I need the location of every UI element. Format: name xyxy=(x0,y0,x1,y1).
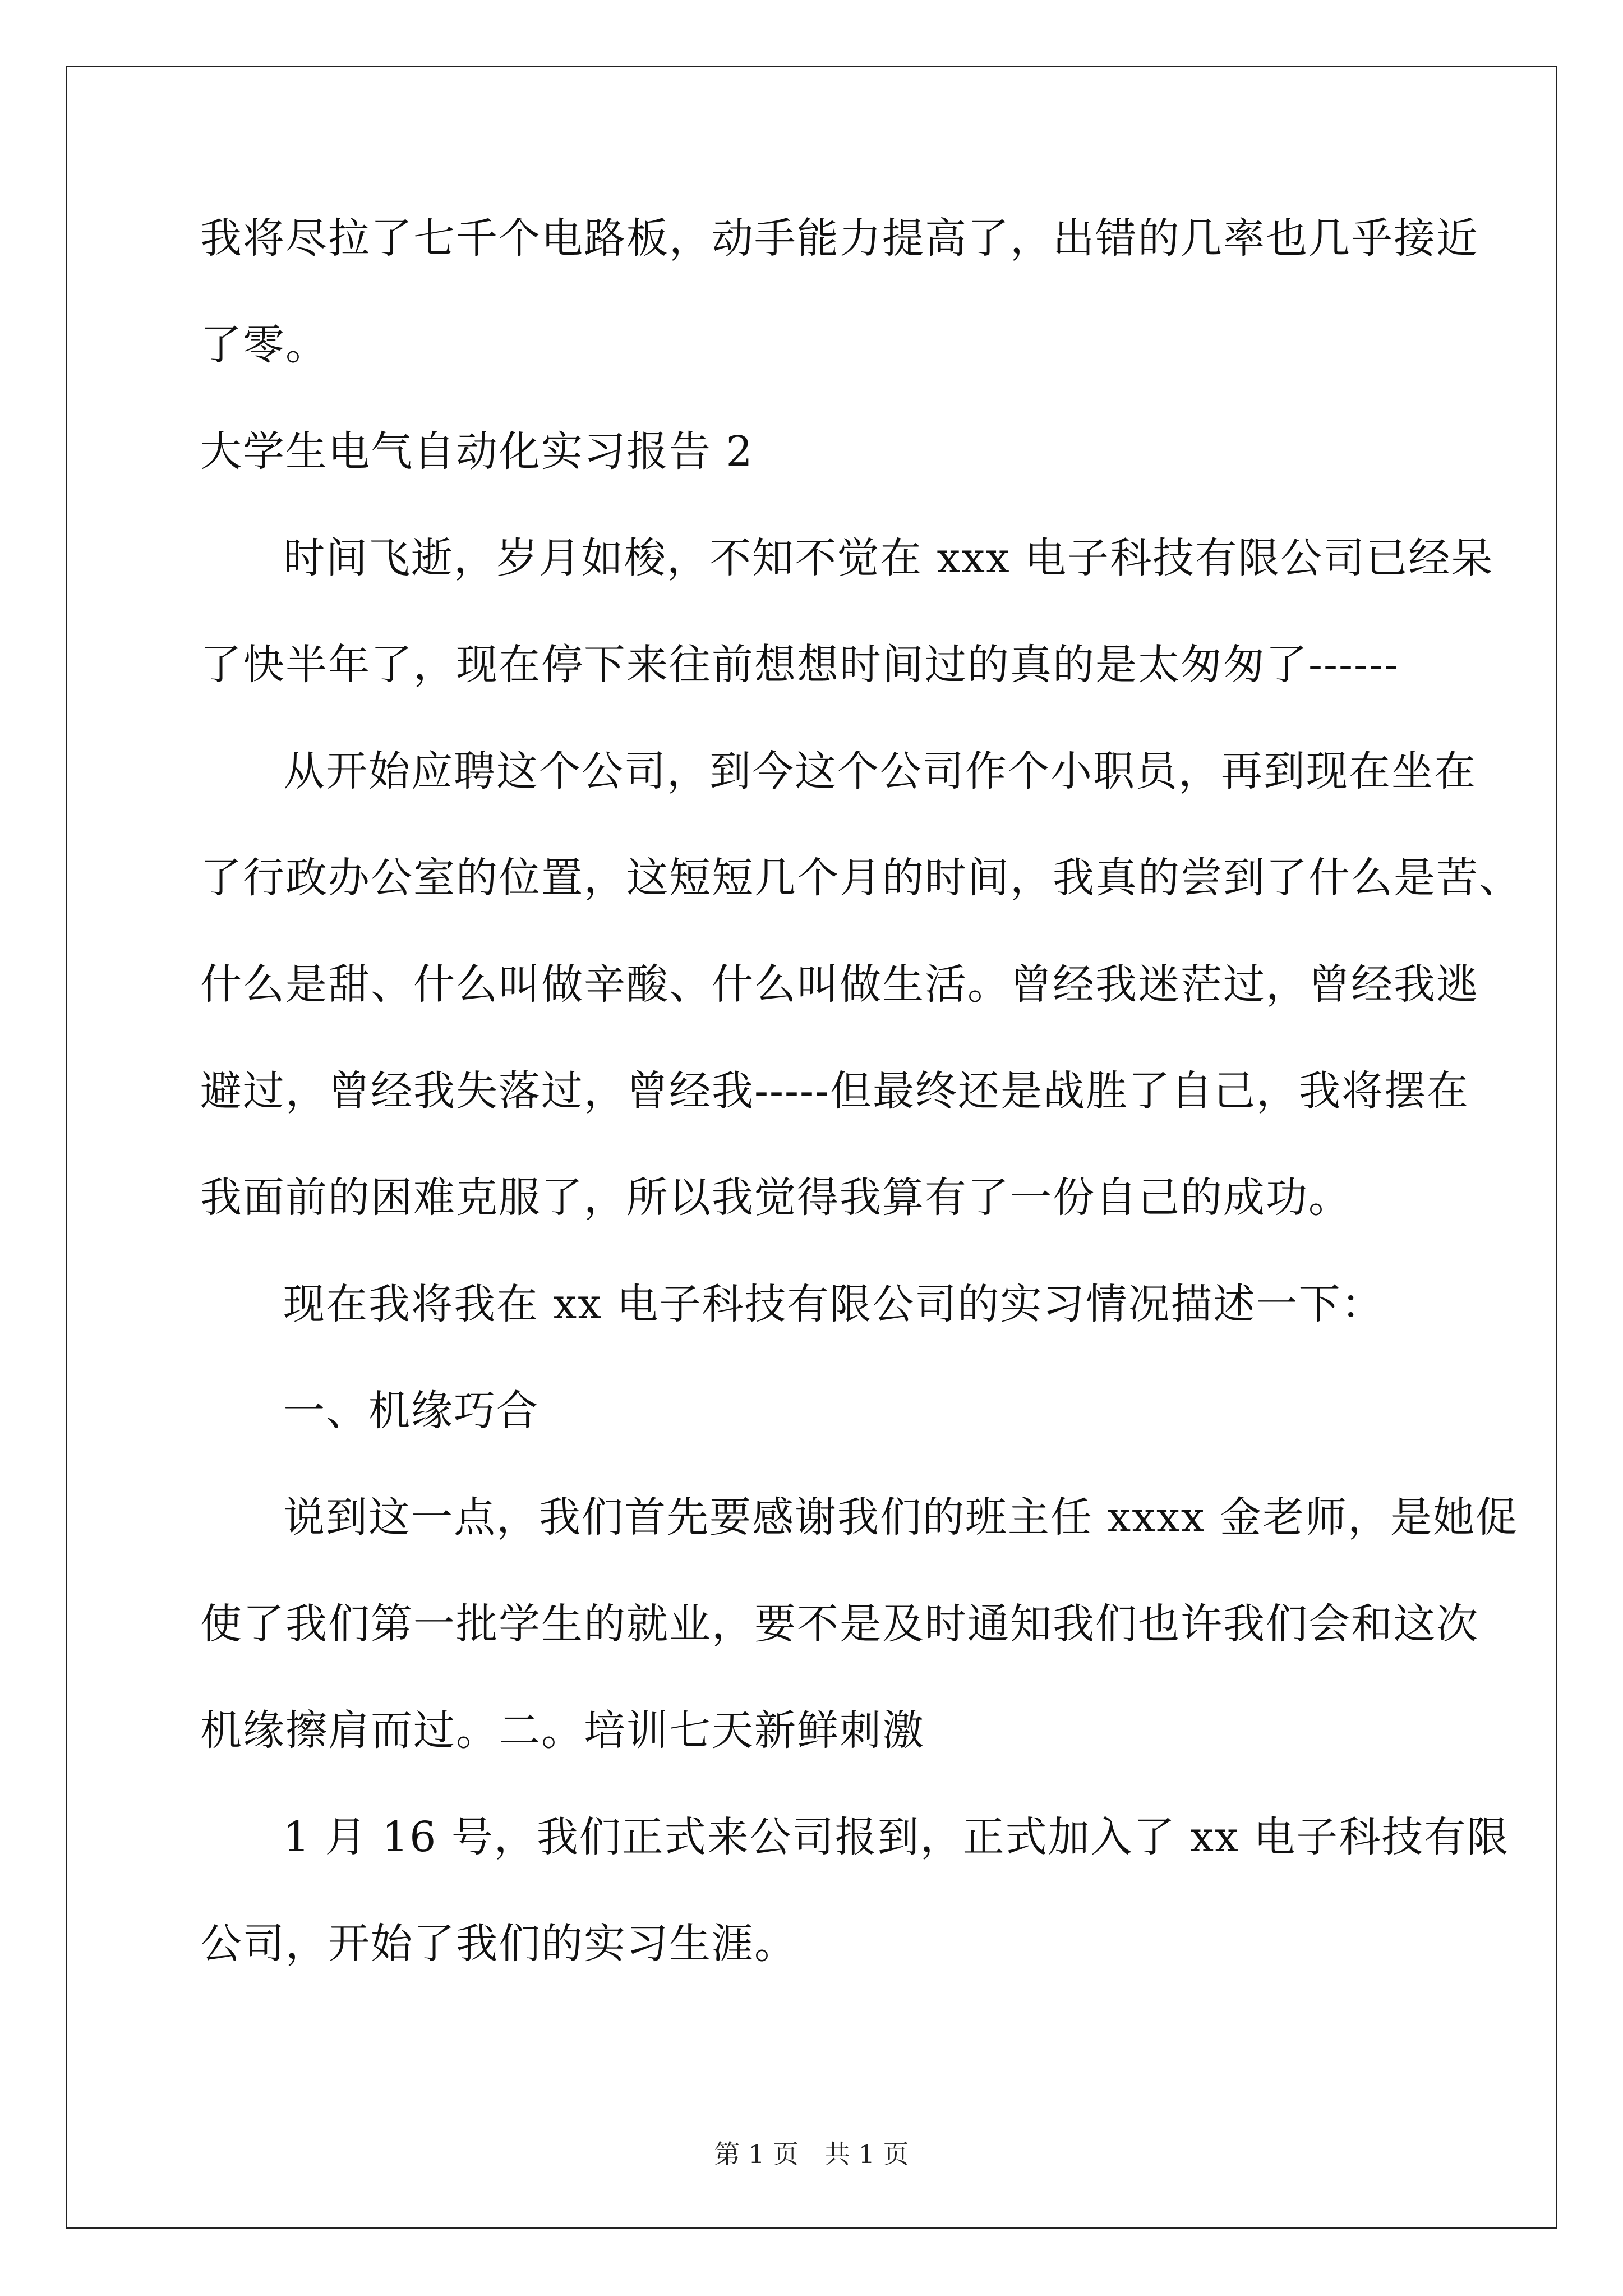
paragraph-line: 机缘擦肩而过。二。培训七天新鲜刺激 xyxy=(200,1706,925,1755)
paragraph-line: 从开始应聘这个公司，到今这个公司作个小职员，再到现在坐在 xyxy=(283,747,1477,795)
paragraph-line: 使了我们第一批学生的就业，要不是及时通知我们也许我们会和这次 xyxy=(200,1600,1479,1648)
paragraph-line: 我将尽拉了七千个电路板，动手能力提高了，出错的几率也几乎接近 xyxy=(200,214,1479,263)
paragraph-line: 了零。 xyxy=(200,321,328,369)
page-border xyxy=(66,66,1557,2229)
paragraph-line: 我面前的困难克服了，所以我觉得我算有了一份自己的成功。 xyxy=(200,1174,1351,1222)
paragraph-line: 1 月 16 号，我们正式来公司报到，正式加入了 xx 电子科技有限 xyxy=(283,1813,1510,1861)
paragraph-line: 避过，曾经我失落过，曾经我-----但最终还是战胜了自己，我将摆在 xyxy=(200,1067,1470,1115)
paragraph-line: 了行政办公室的位置，这短短几个月的时间，我真的尝到了什么是苦、 xyxy=(200,854,1521,902)
paragraph-line: 说到这一点，我们首先要感谢我们的班主任 xxxx 金老师，是她促 xyxy=(283,1493,1518,1542)
paragraph-line: 时间飞逝，岁月如梭，不知不觉在 xxx 电子科技有限公司已经呆 xyxy=(283,534,1494,582)
paragraph-line: 了快半年了，现在停下来往前想想时间过的真的是太匆匆了------ xyxy=(200,641,1400,689)
paragraph-line: 现在我将我在 xx 电子科技有限公司的实习情况描述一下： xyxy=(283,1280,1384,1328)
page-footer: 第 1 页 共 1 页 xyxy=(714,2139,909,2169)
subsection-heading: 一、机缘巧合 xyxy=(283,1387,539,1435)
paragraph-line: 什么是甜、什么叫做辛酸、什么叫做生活。曾经我迷茫过，曾经我逃 xyxy=(200,960,1479,1009)
paragraph-line: 公司，开始了我们的实习生涯。 xyxy=(200,1920,797,1968)
section-heading: 大学生电气自动化实习报告 2 xyxy=(200,427,754,476)
